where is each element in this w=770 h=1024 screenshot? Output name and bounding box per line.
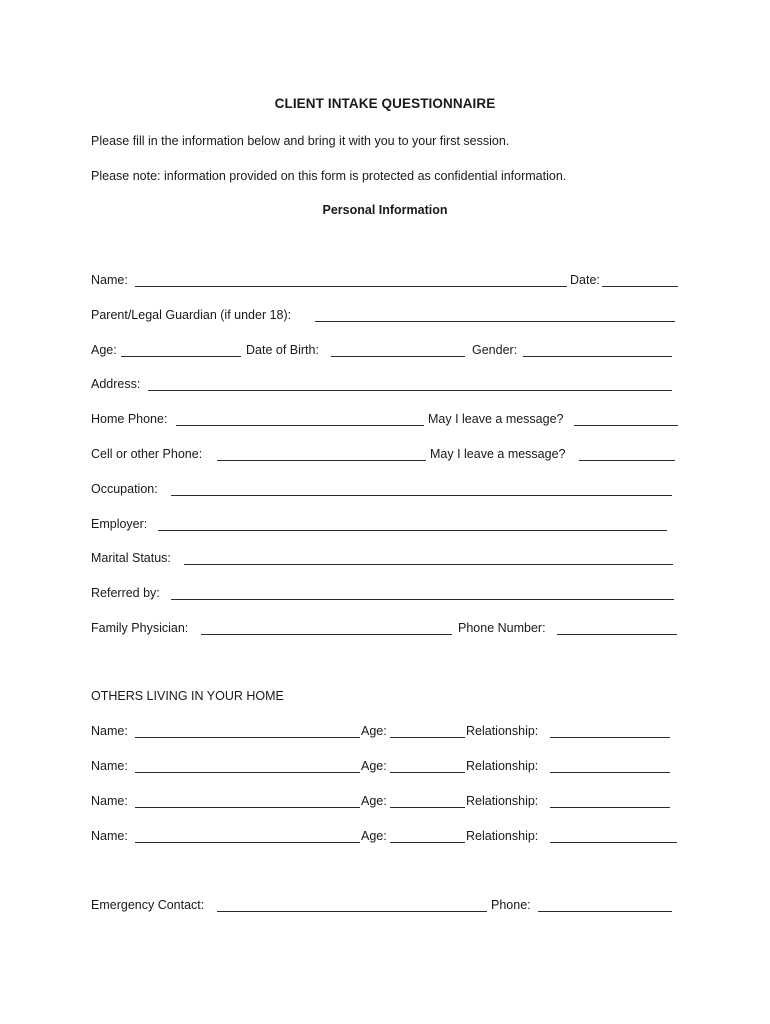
employer-field[interactable] (158, 530, 667, 531)
physician-row (91, 620, 691, 638)
occupation-row (91, 481, 691, 499)
date-label: Date: (570, 273, 600, 287)
cell-phone-label: Cell or other Phone: (91, 447, 203, 461)
employer-row (91, 516, 691, 534)
name-field[interactable] (135, 286, 567, 287)
others-age-label: Age: (361, 829, 387, 843)
name-label: Name: (91, 273, 128, 287)
emergency-phone-field[interactable] (538, 911, 672, 912)
referred-field[interactable] (171, 599, 674, 600)
others-age-label: Age: (361, 794, 387, 808)
cell-phone-row (91, 446, 691, 464)
others-relationship-label: Relationship: (466, 759, 539, 773)
phone-number-label: Phone Number: (458, 621, 546, 635)
others-name-label: Name: (91, 829, 128, 843)
others-age-field[interactable] (390, 737, 465, 738)
cell-phone-field[interactable] (217, 460, 426, 461)
others-row (91, 828, 691, 846)
emergency-row (91, 897, 691, 915)
marital-label: Marital Status: (91, 551, 171, 565)
others-relationship-label: Relationship: (466, 794, 539, 808)
marital-field[interactable] (184, 564, 673, 565)
others-name-label: Name: (91, 724, 128, 738)
age-dob-gender-row (91, 342, 691, 360)
guardian-field[interactable] (315, 321, 675, 322)
others-row (91, 793, 691, 811)
others-name-label: Name: (91, 794, 128, 808)
others-name-field[interactable] (135, 807, 360, 808)
others-relationship-field[interactable] (550, 772, 670, 773)
home-phone-label: Home Phone: (91, 412, 168, 426)
physician-label: Family Physician: (91, 621, 189, 635)
others-relationship-label: Relationship: (466, 829, 539, 843)
others-name-field[interactable] (135, 737, 360, 738)
occupation-label: Occupation: (91, 482, 158, 496)
home-phone-field[interactable] (176, 425, 424, 426)
physician-phone-field[interactable] (557, 634, 677, 635)
others-row (91, 758, 691, 776)
others-relationship-field[interactable] (550, 807, 670, 808)
others-relationship-field[interactable] (550, 737, 670, 738)
referred-row (91, 585, 691, 603)
home-message-field[interactable] (574, 425, 678, 426)
others-name-label: Name: (91, 759, 128, 773)
personal-info-heading: Personal Information (322, 203, 448, 217)
cell-message-label: May I leave a message? (430, 447, 566, 461)
address-row (91, 376, 691, 394)
form-title: CLIENT INTAKE QUESTIONNAIRE (274, 96, 496, 111)
confidential-note: Please note: information provided on this form is protected as confidential information. (91, 169, 567, 183)
others-row (91, 723, 691, 741)
emergency-contact-label: Emergency Contact: (91, 898, 205, 912)
others-age-label: Age: (361, 724, 387, 738)
dob-label: Date of Birth: (246, 343, 319, 357)
occupation-field[interactable] (171, 495, 672, 496)
others-age-field[interactable] (390, 842, 465, 843)
name-date-row (91, 272, 691, 290)
marital-row (91, 550, 691, 568)
others-age-field[interactable] (390, 807, 465, 808)
home-phone-row (91, 411, 691, 429)
address-field[interactable] (148, 390, 672, 391)
home-message-label: May I leave a message? (428, 412, 564, 426)
physician-field[interactable] (201, 634, 452, 635)
emergency-phone-label: Phone: (491, 898, 531, 912)
others-heading: OTHERS LIVING IN YOUR HOME (91, 689, 284, 703)
others-age-label: Age: (361, 759, 387, 773)
others-relationship-label: Relationship: (466, 724, 539, 738)
age-label: Age: (91, 343, 117, 357)
emergency-contact-field[interactable] (217, 911, 487, 912)
others-age-field[interactable] (390, 772, 465, 773)
dob-field[interactable] (331, 356, 465, 357)
others-name-field[interactable] (135, 772, 360, 773)
guardian-label: Parent/Legal Guardian (if under 18): (91, 308, 292, 322)
cell-message-field[interactable] (579, 460, 675, 461)
age-field[interactable] (121, 356, 241, 357)
employer-label: Employer: (91, 517, 148, 531)
gender-field[interactable] (523, 356, 672, 357)
address-label: Address: (91, 377, 141, 391)
date-field[interactable] (602, 286, 678, 287)
guardian-row (91, 307, 691, 325)
others-name-field[interactable] (135, 842, 360, 843)
gender-label: Gender: (472, 343, 518, 357)
others-relationship-field[interactable] (550, 842, 677, 843)
referred-label: Referred by: (91, 586, 160, 600)
intro-text: Please fill in the information below and bring it with you to your first session. (91, 134, 510, 148)
